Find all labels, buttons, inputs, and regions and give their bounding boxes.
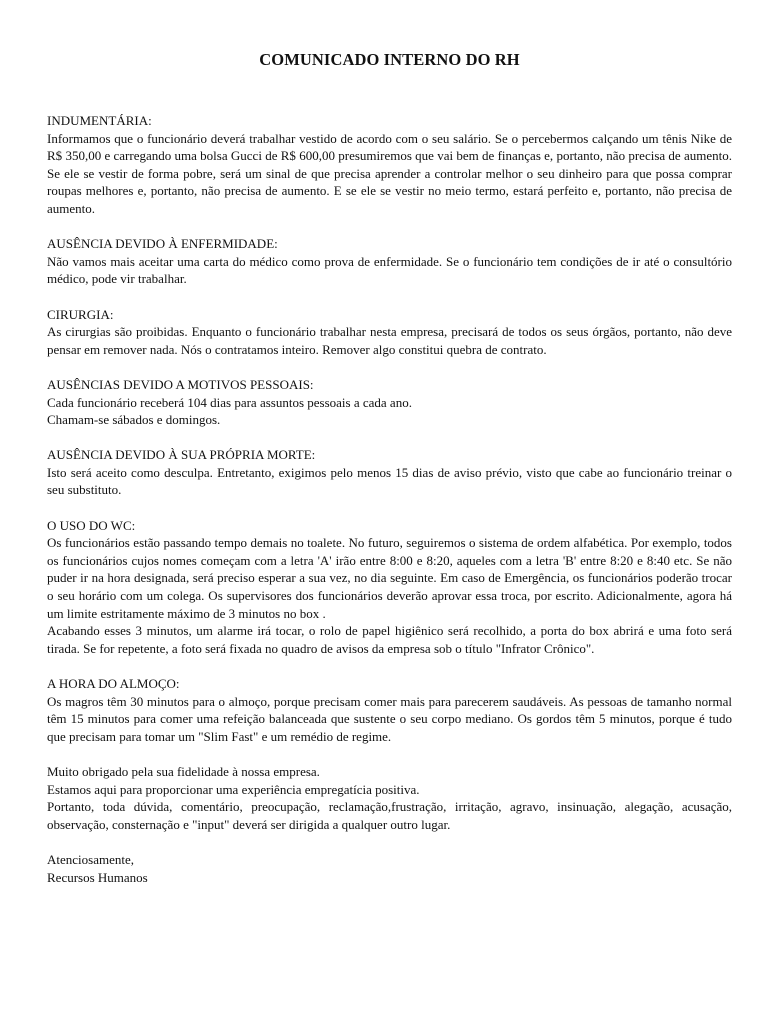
closing-block bbox=[47, 763, 732, 833]
memo-document bbox=[47, 50, 732, 886]
closing-line: Estamos aqui para proporcionar uma experiência empregatícia positiva. bbox=[47, 781, 420, 797]
section-hora-almoco bbox=[47, 675, 732, 745]
section-heading: AUSÊNCIA DEVIDO À SUA PRÓPRIA MORTE: bbox=[47, 447, 316, 463]
section-paragraph: Cada funcionário receberá 104 dias para assuntos pessoais a cada ano. bbox=[47, 394, 412, 410]
closing-paragraph: Portanto, toda dúvida, comentário, preocupação, reclamação,frustração, irritação, agravo, insinuação, alegação, acusação, observação, consternação e "input" deverá ser dirigida a qualquer outro lugar. bbox=[47, 799, 732, 832]
document-title: COMUNICADO INTERNO DO RH bbox=[259, 50, 520, 69]
section-paragraph: Acabando esses 3 minutos, um alarme irá tocar, o rolo de papel higiênico será recolhido, a porta do box abrirá e uma foto será tirada. Se for repetente, a foto será fixada no quadro de avisos da empresa sob o título "Infrator Crônico". bbox=[47, 623, 732, 656]
section-motivos-pessoais bbox=[47, 376, 732, 429]
section-paragraph: Os funcionários estão passando tempo demais no toalete. No futuro, seguiremos o sistema de ordem alfabética. Por exemplo, todos os funcionários cujos nomes começam com a letra 'A' irão entre 8:00 e 8:20, aqueles com a letra 'B' entre 8:20 e 8:40 etc. Se não puder ir na hora designada, será preciso esperar a sua vez, no dia seguinte. Em caso de Emergência, os funcionários poderão trocar o seu horário com um colega. Os supervisores dos funcionários deverão aprovar essa troca, por escrito. Adicionalmente, agora há um limite estritamente máximo de 3 minutos no box . bbox=[47, 535, 732, 621]
section-heading: O USO DO WC: bbox=[47, 517, 136, 533]
section-cirurgia bbox=[47, 306, 732, 359]
closing-line: Muito obrigado pela sua fidelidade à nossa empresa. bbox=[47, 763, 320, 779]
signature-greeting: Atenciosamente, bbox=[47, 851, 134, 867]
section-heading: INDUMENTÁRIA: bbox=[47, 113, 152, 128]
section-heading: AUSÊNCIA DEVIDO À ENFERMIDADE: bbox=[47, 236, 278, 252]
signature-sender: Recursos Humanos bbox=[47, 869, 148, 885]
section-paragraph: Não vamos mais aceitar uma carta do médico como prova de enfermidade. Se o funcionário tem condições de ir até o consultório médico, pode vir trabalhar. bbox=[47, 253, 732, 287]
section-heading: AUSÊNCIAS DEVIDO A MOTIVOS PESSOAIS: bbox=[47, 376, 314, 392]
section-heading: A HORA DO ALMOÇO: bbox=[47, 676, 180, 691]
section-uso-wc bbox=[47, 517, 732, 658]
section-heading: CIRURGIA: bbox=[47, 306, 114, 322]
section-paragraph: As cirurgias são proibidas. Enquanto o funcionário trabalhar nesta empresa, precisará de todos os seus órgãos, portanto, não deve pensar em remover nada. Nós o contratamos inteiro. Remover algo constitui quebra de contrato. bbox=[47, 324, 732, 357]
signature-block bbox=[47, 851, 732, 886]
section-propria-morte bbox=[47, 446, 732, 499]
section-paragraph: Informamos que o funcionário deverá trabalhar vestido de acordo com o seu salário. Se o percebermos calçando um tênis Nike de R$ 350,00 e carregando uma bolsa Gucci de R$ 600,00 presumiremos que vai bem de finanças e, portanto, não precisa de aumento. Se ele se vestir de forma pobre, será um sinal de que precisa aprender a controlar melhor o seu dinheiro para que possa comprar roupas melhores e, portanto, não precisa de aumento. E se ele se vestir no meio termo, estará perfeito e, portanto, não precisa de aumento. bbox=[47, 130, 732, 216]
section-enfermidade bbox=[47, 235, 732, 288]
section-paragraph: Isto será aceito como desculpa. Entretanto, exigimos pelo menos 15 dias de aviso prévio, visto que cabe ao funcionário treinar o seu substituto. bbox=[47, 464, 732, 498]
section-paragraph: Os magros têm 30 minutos para o almoço, porque precisam comer mais para parecerem saudáveis. As pessoas de tamanho normal têm 15 minutos para comer uma refeição balanceada que sustente o seu corpo mediano. Os gordos têm 5 minutos, porque é tudo que precisam para tomar um "Slim Fast" e um remédio de regime. bbox=[47, 693, 732, 744]
section-paragraph: Chamam-se sábados e domingos. bbox=[47, 412, 221, 428]
section-indumentaria bbox=[47, 112, 732, 218]
